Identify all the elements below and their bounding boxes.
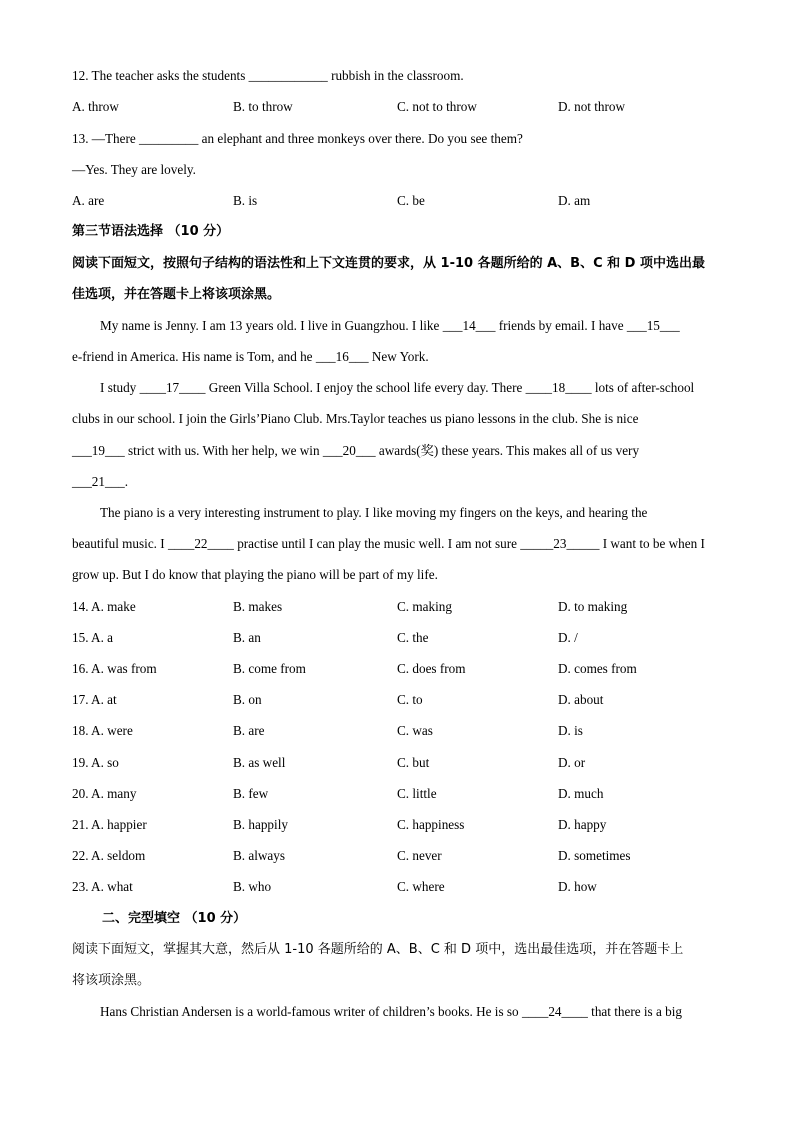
blank-19: ___19___ (72, 443, 125, 458)
choice-17-c: C. to (397, 692, 423, 707)
passage-text: lots of after-school (591, 380, 695, 395)
q12-option-c: C. not to throw (397, 99, 477, 114)
choice-22-a: 22. A. seldom (72, 848, 146, 863)
blank-22: ____22____ (167, 536, 234, 551)
passage-line-5 (72, 443, 639, 459)
passage-line-7: The piano is a very interesting instrument to play. I like moving my fingers on the keys, and hearing the (100, 505, 648, 520)
choice-19-c: C. but (397, 755, 430, 770)
choice-20-d: D. much (558, 786, 604, 801)
question-12-stem (72, 68, 464, 84)
passage-text: Green Villa School. I enjoy the school life every day. There (205, 380, 526, 395)
section-3-instruction-line-2: 佳选项，并在答题卡上将该项涂黑。 (72, 287, 281, 302)
passage-text: . (124, 474, 129, 489)
passage-line-9: grow up. But I do know that playing the piano will be part of my life. (72, 567, 438, 582)
blank-18: ____18____ (525, 380, 592, 395)
passage-text: beautiful music. I (72, 536, 168, 551)
q12-blank: ____________ (248, 68, 328, 83)
section-3-instruction-line-1: 阅读下面短文，按照句子结构的语法性和上下文连贯的要求，从 1-10 各题所给的 A、B、C 和 D 项中选出最 (72, 256, 705, 271)
q13-text-after: an elephant and three monkeys over there. Do you see them? (198, 131, 523, 146)
q13-reply: —Yes. They are lovely. (72, 162, 196, 177)
part-2-title: 二、完型填空 （10 分） (102, 911, 247, 926)
part-2-passage-line-1 (100, 1004, 682, 1020)
choice-15-b: B. an (233, 630, 261, 645)
choice-16-d: D. comes from (558, 661, 637, 676)
choice-23-c: C. where (397, 879, 445, 894)
q13-option-b: B. is (233, 193, 258, 208)
blank-23: _____23_____ (520, 536, 600, 551)
q12-option-b: B. to throw (233, 99, 293, 114)
choice-14-a: 14. A. make (72, 599, 136, 614)
passage-line-2 (72, 349, 429, 365)
q13-text-before: 13. —There (72, 131, 140, 146)
passage-text: practise until I can play the music well. I am not sure (233, 536, 521, 551)
passage-line-6 (72, 474, 128, 490)
choice-21-d: D. happy (558, 817, 607, 832)
choice-16-c: C. does from (397, 661, 466, 676)
passage-text: awards(奖) these years. This makes all of us very (375, 443, 640, 458)
passage-text: that there is a big (587, 1004, 682, 1019)
passage-line-3 (100, 380, 694, 396)
choice-17-a: 17. A. at (72, 692, 117, 707)
passage-line-8 (72, 536, 705, 552)
choice-20-c: C. little (397, 786, 437, 801)
passage-text: e-friend in America. His name is Tom, and he (72, 349, 316, 364)
blank-21: ___21___ (72, 474, 125, 489)
choice-20-a: 20. A. many (72, 786, 137, 801)
passage-line-1 (100, 318, 680, 334)
choice-14-d: D. to making (558, 599, 628, 614)
blank-15: ___15___ (626, 318, 680, 333)
section-3-title: 第三节语法选择 （10 分） (72, 224, 230, 239)
choice-23-a: 23. A. what (72, 879, 133, 894)
choice-21-b: B. happily (233, 817, 288, 832)
choice-23-d: D. how (558, 879, 597, 894)
choice-17-b: B. on (233, 692, 262, 707)
choice-17-d: D. about (558, 692, 604, 707)
part-2-instruction-line-2: 将该项涂黑。 (72, 973, 151, 988)
passage-text: Hans Christian Andersen is a world-famous writer of children’s books. He is so (100, 1004, 522, 1019)
choice-21-a: 21. A. happier (72, 817, 147, 832)
q13-option-a: A. are (72, 193, 105, 208)
choice-22-c: C. never (397, 848, 442, 863)
choice-20-b: B. few (233, 786, 269, 801)
q13-option-c: C. be (397, 193, 425, 208)
blank-20: ___20___ (322, 443, 376, 458)
q12-option-d: D. not throw (558, 99, 626, 114)
passage-text: New York. (368, 349, 429, 364)
choice-18-a: 18. A. were (72, 723, 133, 738)
passage-text: strict with us. With her help, we win (124, 443, 323, 458)
choice-18-b: B. are (233, 723, 265, 738)
choice-19-b: B. as well (233, 755, 286, 770)
question-13-stem (72, 131, 523, 147)
blank-16: ___16___ (315, 349, 369, 364)
choice-22-b: B. always (233, 848, 286, 863)
blank-24: ____24____ (521, 1004, 588, 1019)
passage-text: I study (100, 380, 140, 395)
choice-18-d: D. is (558, 723, 583, 738)
passage-text: My name is Jenny. I am 13 years old. I live in Guangzhou. I like (100, 318, 443, 333)
q13-option-d: D. am (558, 193, 591, 208)
passage-text: I want to be when I (599, 536, 705, 551)
part-2-instruction-line-1: 阅读下面短文，掌握其大意，然后从 1-10 各题所给的 A、B、C 和 D 项中，选出最佳选项，并在答题卡上 (72, 942, 684, 957)
choice-14-c: C. making (397, 599, 452, 614)
q12-text-before: 12. The teacher asks the students (72, 68, 249, 83)
blank-17: ____17____ (139, 380, 206, 395)
choice-22-d: D. sometimes (558, 848, 631, 863)
choice-23-b: B. who (233, 879, 272, 894)
choice-15-a: 15. A. a (72, 630, 114, 645)
choice-21-c: C. happiness (397, 817, 465, 832)
passage-text: friends by email. I have (495, 318, 627, 333)
q12-text-after: rubbish in the classroom. (327, 68, 464, 83)
choice-14-b: B. makes (233, 599, 283, 614)
choice-19-a: 19. A. so (72, 755, 119, 770)
choice-15-c: C. the (397, 630, 429, 645)
q13-blank: _________ (139, 131, 199, 146)
q12-option-a: A. throw (72, 99, 119, 114)
choice-15-d: D. / (558, 630, 578, 645)
passage-line-4: clubs in our school. I join the Girls’Piano Club. Mrs.Taylor teaches us piano lessons in the club. She is nice (72, 411, 639, 426)
choice-18-c: C. was (397, 723, 433, 738)
blank-14: ___14___ (442, 318, 496, 333)
choice-19-d: D. or (558, 755, 586, 770)
choice-16-a: 16. A. was from (72, 661, 157, 676)
choice-16-b: B. come from (233, 661, 306, 676)
